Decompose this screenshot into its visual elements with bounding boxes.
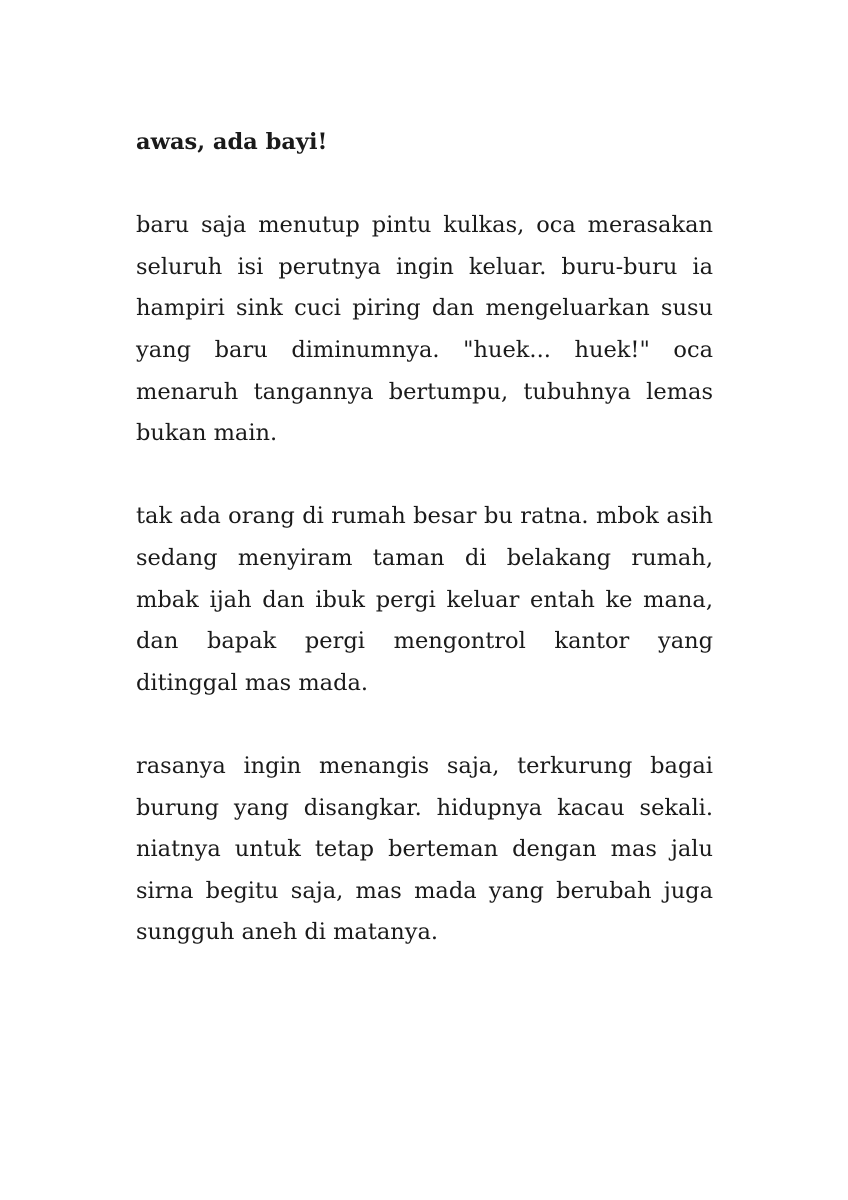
chapter-title: awas, ada bayi! (136, 129, 328, 155)
document-body (136, 122, 713, 995)
paragraph-2: tak ada orang di rumah besar bu ratna. mbok asih sedang menyiram taman di belakang rumah, mbak ijah dan ibuk pergi keluar entah ke mana, dan bapak pergi mengontrol kantor yang ditinggal mas mada. (136, 503, 713, 696)
paragraph-1: baru saja menutup pintu kulkas, oca merasakan seluruh isi perutnya ingin keluar. buru-buru ia hampiri sink cuci piring dan mengeluarkan susu yang baru diminumnya. "huek... huek!" oca menaruh tangannya bertumpu, tubuhnya lemas bukan main. (136, 212, 713, 447)
paragraph-3: rasanya ingin menangis saja, terkurung bagai burung yang disangkar. hidupnya kacau sekali. niatnya untuk tetap berteman dengan mas jalu sirna begitu saja, mas mada yang berubah juga sungguh aneh di matanya. (136, 752, 713, 946)
